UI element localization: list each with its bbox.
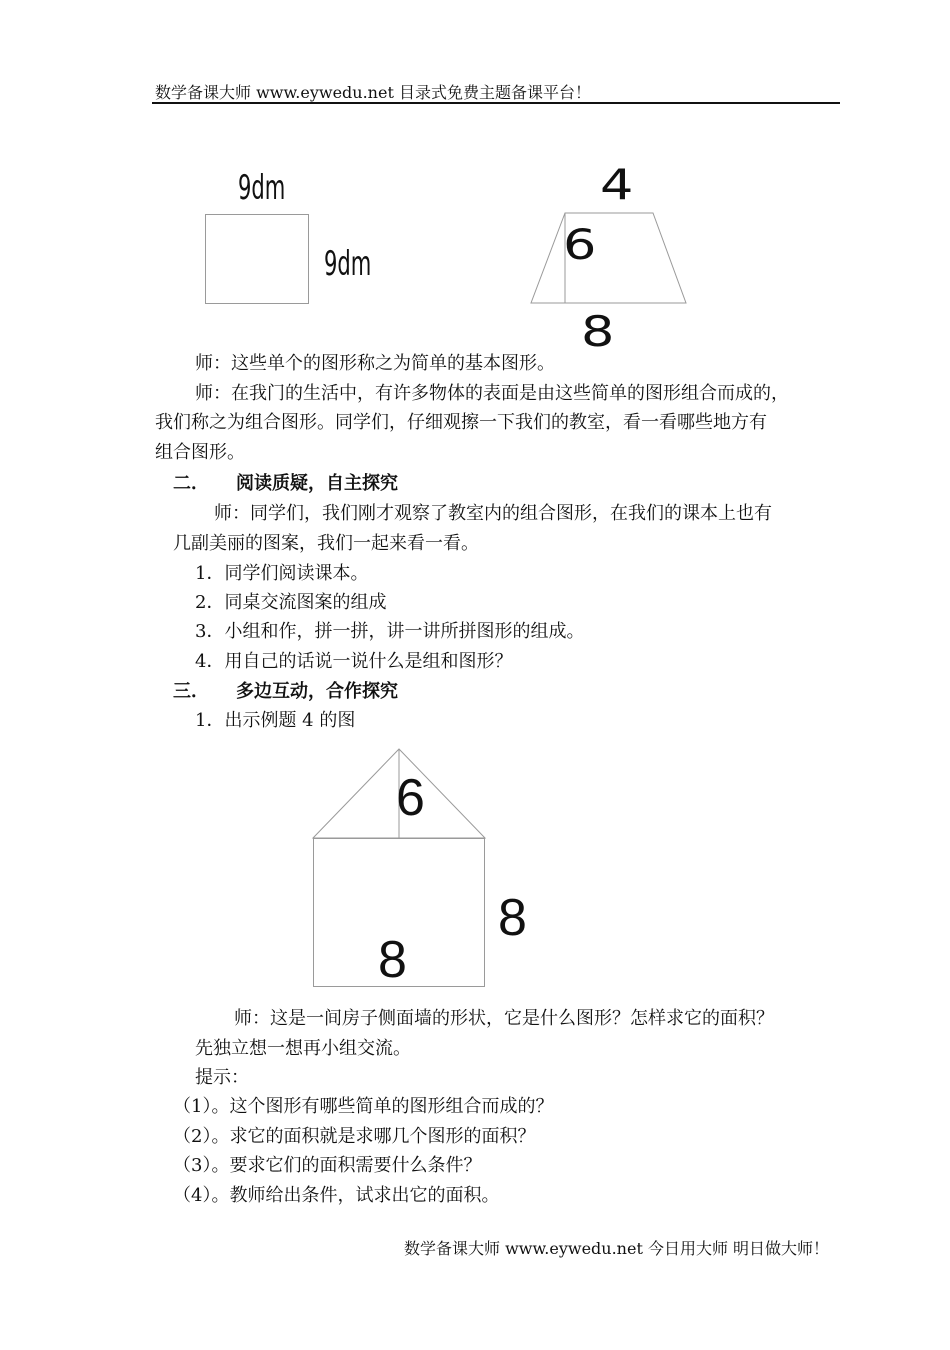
para-house-line2: 先独立想一想再小组交流。 — [195, 1038, 411, 1059]
section-2-title: 阅读质疑，自主探究 — [236, 473, 398, 494]
square-shape — [206, 215, 309, 304]
list-item-2: 2．同桌交流图案的组成 — [195, 592, 387, 613]
square-side-label: 9dm — [324, 244, 372, 284]
page-footer: 数学备课大师 www.eywedu.net 今日用大师 明日做大师！ — [404, 1239, 830, 1258]
para-textbook-line1: 师：同学们，我们刚才观察了教室内的组合图形，在我们的课本上也有 — [214, 503, 772, 524]
para-textbook-line2: 几副美丽的图案，我们一起来看一看。 — [173, 533, 479, 554]
hint-item-4: （4）。教师给出条件，试求出它的面积。 — [173, 1185, 500, 1206]
hint-item-2: （2）。求它的面积就是求哪几个图形的面积？ — [173, 1126, 536, 1147]
roof-height-label: 6 — [396, 769, 425, 827]
section-3-title: 多边互动，合作探究 — [236, 681, 398, 702]
section-2-number: 二． — [173, 473, 209, 494]
list-item-3: 3．小组和作，拼一拼，讲一讲所拼图形的组成。 — [195, 621, 585, 642]
list-item-4: 4．用自己的话说一说什么是组和图形？ — [195, 651, 513, 672]
wall-side-label: 8 — [498, 889, 527, 947]
para-life-line1: 师：在我门的生活中，有许多物体的表面是由这些简单的图形组合而成的， — [195, 383, 789, 404]
list-item-1: 1．同学们阅读课本。 — [195, 563, 369, 584]
trapezoid-shape — [531, 213, 686, 303]
hint-label: 提示： — [195, 1067, 249, 1088]
list-item-example: 1．出示例题 4 的图 — [195, 710, 356, 731]
hint-item-3: （3）。要求它们的面积需要什么条件？ — [173, 1155, 482, 1176]
para-house-line1: 师：这是一间房子侧面墙的形状，它是什么图形？怎样求它的面积？ — [234, 1008, 774, 1029]
section-3-number: 三． — [173, 681, 209, 702]
wall-bottom-label: 8 — [378, 931, 407, 989]
page-header: 数学备课大师 www.eywedu.net 目录式免费主题备课平台！ — [155, 83, 591, 102]
square-top-label: 9dm — [238, 168, 286, 208]
trapezoid-top-label: 4 — [600, 160, 634, 209]
para-life-line3: 组合图形。 — [155, 442, 245, 463]
trapezoid-bottom-label: 8 — [581, 307, 615, 356]
hint-item-1: （1）。这个图形有哪些简单的图形组合而成的？ — [173, 1096, 554, 1117]
para-life-line2: 我们称之为组合图形。同学们，仔细观擦一下我们的教室，看一看哪些地方有 — [155, 412, 767, 433]
trapezoid-height-label: 6 — [563, 220, 597, 269]
para-basic-shapes: 师：这些单个的图形称之为简单的基本图形。 — [195, 353, 555, 374]
